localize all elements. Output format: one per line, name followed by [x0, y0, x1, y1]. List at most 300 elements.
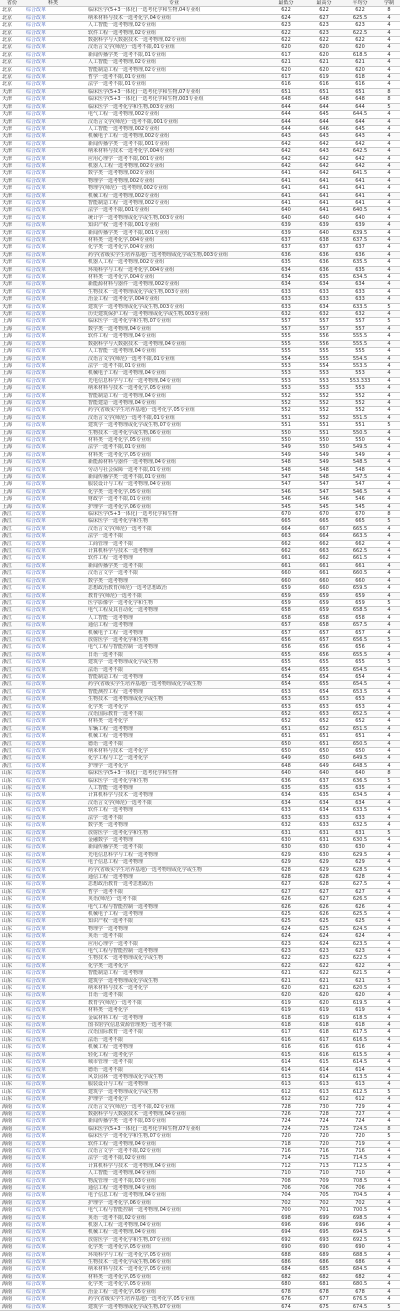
avg-score-cell: 633 — [342, 814, 378, 821]
avg-score-cell: 658.5 — [342, 607, 378, 614]
major-cell: 生物技术一选考物理或化学或生物 — [82, 955, 266, 962]
avg-score-cell: 635 — [342, 266, 378, 273]
subject-type-cell: 综合改革 — [24, 281, 82, 288]
subject-type-cell: 综合改革 — [24, 81, 82, 88]
subject-type-cell: 综合改革 — [24, 237, 82, 244]
table-row — [0, 629, 400, 636]
max-score-cell: 617 — [306, 1036, 342, 1043]
duration-cell: 4 — [378, 444, 400, 451]
province-cell: 天津 — [0, 133, 24, 140]
major-cell: 机器人工程一选考物理,002专业组 — [82, 162, 266, 169]
province-cell: 浙江 — [0, 577, 24, 584]
province-cell: 上海 — [0, 503, 24, 510]
min-score-cell: 702 — [266, 1199, 306, 1206]
max-score-cell: 630 — [306, 844, 342, 851]
subject-type-cell: 综合改革 — [24, 814, 82, 821]
province-cell: 海南 — [0, 1281, 24, 1288]
subject-type-cell: 综合改革 — [24, 599, 82, 606]
subject-type-cell: 综合改革 — [24, 318, 82, 325]
max-score-cell: 639 — [306, 222, 342, 229]
min-score-cell: 644 — [266, 103, 306, 110]
avg-score-cell: 648 — [342, 96, 378, 103]
avg-score-cell: 619.5 — [342, 999, 378, 1006]
province-cell: 天津 — [0, 207, 24, 214]
duration-cell: 4 — [378, 999, 400, 1006]
subject-type-cell: 综合改革 — [24, 799, 82, 806]
duration-cell: 4 — [378, 925, 400, 932]
province-cell: 山东 — [0, 1029, 24, 1036]
min-score-cell: 658 — [266, 607, 306, 614]
table-row — [0, 266, 400, 273]
avg-score-cell: 676.5 — [342, 1296, 378, 1303]
max-score-cell: 644 — [306, 103, 342, 110]
province-cell: 浙江 — [0, 755, 24, 762]
table-row — [0, 1192, 400, 1199]
subject-type-cell: 综合改革 — [24, 133, 82, 140]
avg-score-cell: 616 — [342, 1044, 378, 1051]
major-cell: 软件工程一选考物理,02专业组 — [82, 29, 266, 36]
major-cell: 放射医学一选考化学和生物,07专业组 — [82, 1236, 266, 1243]
table-row — [0, 399, 400, 406]
table-row — [0, 696, 400, 703]
province-cell: 上海 — [0, 474, 24, 481]
duration-cell: 4 — [378, 1118, 400, 1125]
min-score-cell: 633 — [266, 303, 306, 310]
subject-type-cell: 综合改革 — [24, 673, 82, 680]
duration-cell: 4 — [378, 933, 400, 940]
max-score-cell: 681 — [306, 1281, 342, 1288]
major-cell: 药学(省级实学生培养基地)一选考化学,05专业组 — [82, 407, 266, 414]
max-score-cell: 709 — [306, 1177, 342, 1184]
max-score-cell: 658 — [306, 614, 342, 621]
avg-score-cell: 637 — [342, 244, 378, 251]
duration-cell: 4 — [378, 170, 400, 177]
duration-cell: 4 — [378, 266, 400, 273]
province-cell: 山东 — [0, 836, 24, 843]
table-row — [0, 288, 400, 295]
major-cell: 纳米材料与技术一选考化学,05专业组 — [82, 385, 266, 392]
duration-cell: 4 — [378, 1147, 400, 1154]
major-cell: 纳米材料与技术一选考化学,04专业组 — [82, 14, 266, 21]
subject-type-cell: 综合改革 — [24, 577, 82, 584]
avg-score-cell: 654 — [342, 673, 378, 680]
max-score-cell: 623 — [306, 29, 342, 36]
min-score-cell: 706 — [266, 1185, 306, 1192]
min-score-cell: 686 — [266, 1259, 306, 1266]
subject-type-cell: 综合改革 — [24, 570, 82, 577]
min-score-cell: 619 — [266, 1007, 306, 1014]
table-row — [0, 96, 400, 103]
avg-score-cell: 653 — [342, 703, 378, 710]
min-score-cell: 718 — [266, 1140, 306, 1147]
max-score-cell: 618 — [306, 1022, 342, 1029]
major-cell: 建筑学一选考物理或化学或生物,003专业组 — [82, 303, 266, 310]
avg-score-cell: 659 — [342, 599, 378, 606]
max-score-cell: 661 — [306, 562, 342, 569]
subject-type-cell: 综合改革 — [24, 333, 82, 340]
province-cell: 上海 — [0, 399, 24, 406]
subject-type-cell: 综合改革 — [24, 392, 82, 399]
max-score-cell: 651 — [306, 733, 342, 740]
avg-score-cell: 624 — [342, 933, 378, 940]
major-cell: 机械工程一选考物理,04专业组 — [82, 1229, 266, 1236]
table-row — [0, 866, 400, 873]
duration-cell: 4 — [378, 799, 400, 806]
avg-score-cell: 642 — [342, 155, 378, 162]
avg-score-cell: 623 — [342, 22, 378, 29]
province-cell: 天津 — [0, 148, 24, 155]
max-score-cell: 636 — [306, 251, 342, 258]
subject-type-cell: 综合改革 — [24, 1281, 82, 1288]
subject-type-cell: 综合改革 — [24, 274, 82, 281]
table-row — [0, 1014, 400, 1021]
duration-cell: 4 — [378, 1214, 400, 1221]
duration-cell: 4 — [378, 44, 400, 51]
avg-score-cell: 648.5 — [342, 762, 378, 769]
major-cell: 临床医学一选考化学和生物,07专业组 — [82, 318, 266, 325]
max-score-cell: 720 — [306, 1133, 342, 1140]
duration-cell: 8 — [378, 511, 400, 518]
table-row — [0, 962, 400, 969]
subject-type-cell: 综合改革 — [24, 266, 82, 273]
min-score-cell: 680 — [266, 1281, 306, 1288]
major-cell: 新闻传播学类一选考不限,03专业组 — [82, 1118, 266, 1125]
duration-cell: 4 — [378, 940, 400, 947]
header-province: 省份 — [0, 0, 24, 7]
min-score-cell: 644 — [266, 118, 306, 125]
max-score-cell: 662 — [306, 555, 342, 562]
duration-cell: 4 — [378, 1170, 400, 1177]
min-score-cell: 639 — [266, 222, 306, 229]
min-score-cell: 627 — [266, 888, 306, 895]
table-row — [0, 925, 400, 932]
table-row — [0, 888, 400, 895]
max-score-cell: 626 — [306, 903, 342, 910]
table-row — [0, 918, 400, 925]
major-cell: 环境科学与工程一选考化学,05专业组 — [82, 1251, 266, 1258]
province-cell: 山东 — [0, 925, 24, 932]
table-row — [0, 1214, 400, 1221]
major-cell: 应用心理学一选考不限,001专业组 — [82, 155, 266, 162]
max-score-cell: 622 — [306, 962, 342, 969]
province-cell: 山东 — [0, 962, 24, 969]
avg-score-cell: 652.5 — [342, 711, 378, 718]
duration-cell: 5 — [378, 636, 400, 643]
avg-score-cell: 665.5 — [342, 525, 378, 532]
province-cell: 海南 — [0, 1259, 24, 1266]
province-cell: 上海 — [0, 414, 24, 421]
duration-cell: 4 — [378, 370, 400, 377]
subject-type-cell: 综合改革 — [24, 51, 82, 58]
province-cell: 上海 — [0, 407, 24, 414]
subject-type-cell: 综合改革 — [24, 903, 82, 910]
avg-score-cell: 688.5 — [342, 1251, 378, 1258]
min-score-cell: 655 — [266, 651, 306, 658]
subject-type-cell: 综合改革 — [24, 177, 82, 184]
avg-score-cell: 618.5 — [342, 1014, 378, 1021]
duration-cell: 4 — [378, 362, 400, 369]
major-cell: 化学类一选考化学,05专业组 — [82, 1281, 266, 1288]
duration-cell: 8 — [378, 88, 400, 95]
avg-score-cell: 557 — [342, 325, 378, 332]
duration-cell: 4 — [378, 237, 400, 244]
table-row — [0, 1155, 400, 1162]
avg-score-cell: 546 — [342, 496, 378, 503]
table-row — [0, 1185, 400, 1192]
major-cell: 新闻传播学类一选考不限,01专业组 — [82, 474, 266, 481]
max-score-cell: 627 — [306, 14, 342, 21]
min-score-cell: 644 — [266, 111, 306, 118]
province-cell: 山东 — [0, 881, 24, 888]
avg-score-cell: 700.5 — [342, 1207, 378, 1214]
avg-score-cell: 634.5 — [342, 274, 378, 281]
subject-type-cell: 综合改革 — [24, 1192, 82, 1199]
major-cell: 放射医学一选考化学和生物 — [82, 636, 266, 643]
avg-score-cell: 712.5 — [342, 1162, 378, 1169]
table-row — [0, 725, 400, 732]
subject-type-cell: 综合改革 — [24, 1125, 82, 1132]
province-cell: 天津 — [0, 288, 24, 295]
max-score-cell: 553 — [306, 385, 342, 392]
avg-score-cell: 649.5 — [342, 755, 378, 762]
avg-score-cell: 620 — [342, 992, 378, 999]
table-row — [0, 340, 400, 347]
subject-type-cell: 综合改革 — [24, 29, 82, 36]
avg-score-cell: 628 — [342, 873, 378, 880]
min-score-cell: 624 — [266, 933, 306, 940]
table-row — [0, 229, 400, 236]
min-score-cell: 619 — [266, 999, 306, 1006]
major-cell: 生物技术一选考化学或生物,06专业组 — [82, 1259, 266, 1266]
duration-cell: 4 — [378, 466, 400, 473]
major-cell: 汉语言文学(师范)一选考不限 — [82, 799, 266, 806]
province-cell: 山东 — [0, 777, 24, 784]
duration-cell: 4 — [378, 748, 400, 755]
province-cell: 山东 — [0, 910, 24, 917]
avg-score-cell: 622 — [342, 37, 378, 44]
province-cell: 海南 — [0, 1273, 24, 1280]
major-cell: 纳米材料与技术一选考化学 — [82, 748, 266, 755]
province-cell: 北京 — [0, 74, 24, 81]
subject-type-cell: 综合改革 — [24, 1140, 82, 1147]
province-cell: 天津 — [0, 214, 24, 221]
duration-cell: 4 — [378, 259, 400, 266]
max-score-cell: 657 — [306, 636, 342, 643]
major-cell: 机器人工程一选考物理,04专业组 — [82, 1222, 266, 1229]
province-cell: 山东 — [0, 933, 24, 940]
duration-cell: 4 — [378, 355, 400, 362]
duration-cell: 4 — [378, 155, 400, 162]
table-row — [0, 1103, 400, 1110]
table-row — [0, 296, 400, 303]
duration-cell: 4 — [378, 488, 400, 495]
min-score-cell: 678 — [266, 1288, 306, 1295]
table-row — [0, 1007, 400, 1014]
max-score-cell: 649 — [306, 762, 342, 769]
province-cell: 山东 — [0, 851, 24, 858]
duration-cell: 4 — [378, 1296, 400, 1303]
subject-type-cell: 综合改革 — [24, 199, 82, 206]
avg-score-cell: 552 — [342, 392, 378, 399]
avg-score-cell: 706 — [342, 1185, 378, 1192]
table-row — [0, 992, 400, 999]
table-row — [0, 948, 400, 955]
table-row — [0, 1051, 400, 1058]
province-cell: 北京 — [0, 29, 24, 36]
table-row — [0, 1207, 400, 1214]
subject-type-cell: 综合改革 — [24, 362, 82, 369]
duration-cell: 4 — [378, 673, 400, 680]
major-cell: 应用心理学一选考不限 — [82, 940, 266, 947]
province-cell: 浙江 — [0, 614, 24, 621]
duration-cell: 4 — [378, 970, 400, 977]
province-cell: 浙江 — [0, 673, 24, 680]
min-score-cell: 648 — [266, 762, 306, 769]
major-cell: 数据科学与大数据技术一选考物理,04专业组 — [82, 340, 266, 347]
major-cell: 法学一选考不限,01专业组 — [82, 81, 266, 88]
subject-type-cell: 综合改革 — [24, 140, 82, 147]
subject-type-cell: 综合改革 — [24, 688, 82, 695]
duration-cell: 4 — [378, 1051, 400, 1058]
province-cell: 山东 — [0, 873, 24, 880]
major-cell: 汉语言文学(师范)一选考不限,02专业组 — [82, 1103, 266, 1110]
max-score-cell: 557 — [306, 318, 342, 325]
table-row — [0, 977, 400, 984]
subject-type-cell: 综合改革 — [24, 74, 82, 81]
avg-score-cell: 625.5 — [342, 14, 378, 21]
max-score-cell: 640 — [306, 770, 342, 777]
major-cell: 轻化工程一选考化学 — [82, 1051, 266, 1058]
min-score-cell: 644 — [266, 125, 306, 132]
duration-cell: 4 — [378, 207, 400, 214]
table-row — [0, 325, 400, 332]
province-cell: 天津 — [0, 111, 24, 118]
min-score-cell: 621 — [266, 970, 306, 977]
duration-cell: 4 — [378, 533, 400, 540]
subject-type-cell: 综合改革 — [24, 303, 82, 310]
min-score-cell: 656 — [266, 644, 306, 651]
avg-score-cell: 553 — [342, 385, 378, 392]
province-cell: 海南 — [0, 1170, 24, 1177]
major-cell: 材料类一选考化学,05专业组 — [82, 436, 266, 443]
subject-type-cell: 综合改革 — [24, 718, 82, 725]
max-score-cell: 631 — [306, 836, 342, 843]
major-cell: 护理学一选考化学,06专业组 — [82, 503, 266, 510]
province-cell: 上海 — [0, 348, 24, 355]
max-score-cell: 632 — [306, 311, 342, 318]
duration-cell: 4 — [378, 570, 400, 577]
subject-type-cell: 综合改革 — [24, 977, 82, 984]
table-row — [0, 1244, 400, 1251]
major-cell: 汉语言文学(师范)一选考不限 — [82, 525, 266, 532]
max-score-cell: 642 — [306, 170, 342, 177]
min-score-cell: 642 — [266, 155, 306, 162]
subject-type-cell: 综合改革 — [24, 592, 82, 599]
min-score-cell: 555 — [266, 340, 306, 347]
min-score-cell: 661 — [266, 555, 306, 562]
avg-score-cell: 623 — [342, 948, 378, 955]
table-row — [0, 81, 400, 88]
duration-cell: 4 — [378, 414, 400, 421]
table-row — [0, 251, 400, 258]
table-row — [0, 459, 400, 466]
subject-type-cell: 综合改革 — [24, 666, 82, 673]
province-cell: 海南 — [0, 1244, 24, 1251]
table-row — [0, 1118, 400, 1125]
duration-cell: 4 — [378, 503, 400, 510]
min-score-cell: 642 — [266, 148, 306, 155]
max-score-cell: 702 — [306, 1199, 342, 1206]
major-cell: 汉语国际教育一选考不限 — [82, 711, 266, 718]
major-cell: 法学一选考不限,01专业组 — [82, 444, 266, 451]
max-score-cell: 650 — [306, 755, 342, 762]
min-score-cell: 624 — [266, 925, 306, 932]
subject-type-cell: 综合改革 — [24, 651, 82, 658]
province-cell: 山东 — [0, 1088, 24, 1095]
duration-cell: 4 — [378, 74, 400, 81]
avg-score-cell: 653.5 — [342, 688, 378, 695]
major-cell: 日语一选考不限 — [82, 992, 266, 999]
min-score-cell: 653 — [266, 688, 306, 695]
max-score-cell: 653 — [306, 711, 342, 718]
subject-type-cell: 综合改革 — [24, 1007, 82, 1014]
max-score-cell: 665 — [306, 518, 342, 525]
max-score-cell: 552 — [306, 392, 342, 399]
table-row — [0, 896, 400, 903]
province-cell: 浙江 — [0, 599, 24, 606]
min-score-cell: 623 — [266, 940, 306, 947]
major-cell: 临床医学一选考化学和生物 — [82, 777, 266, 784]
province-cell: 山东 — [0, 814, 24, 821]
duration-cell: 4 — [378, 918, 400, 925]
min-score-cell: 726 — [266, 1110, 306, 1117]
avg-score-cell: 553 — [342, 370, 378, 377]
major-cell: 知识产权一选考不限,001专业组 — [82, 222, 266, 229]
max-score-cell: 551 — [306, 422, 342, 429]
duration-cell: 4 — [378, 607, 400, 614]
subject-type-cell: 综合改革 — [24, 1273, 82, 1280]
duration-cell: 4 — [378, 399, 400, 406]
avg-score-cell: 642.5 — [342, 148, 378, 155]
major-cell: 法学一选考不限,01专业组 — [82, 362, 266, 369]
subject-type-cell: 综合改革 — [24, 7, 82, 14]
table-row — [0, 177, 400, 184]
max-score-cell: 634 — [306, 303, 342, 310]
min-score-cell: 660 — [266, 577, 306, 584]
duration-cell: 4 — [378, 185, 400, 192]
subject-type-cell: 综合改革 — [24, 1118, 82, 1125]
subject-type-cell: 综合改革 — [24, 1022, 82, 1029]
max-score-cell: 621 — [306, 985, 342, 992]
province-cell: 浙江 — [0, 659, 24, 666]
max-score-cell: 620 — [306, 44, 342, 51]
table-row — [0, 333, 400, 340]
province-cell: 天津 — [0, 96, 24, 103]
major-cell: 新能源材料与器件一选考物理,04专业组 — [82, 459, 266, 466]
major-cell: 新闻传播学类一选考不限 — [82, 844, 266, 851]
duration-cell: 4 — [378, 162, 400, 169]
province-cell: 北京 — [0, 59, 24, 66]
subject-type-cell: 综合改革 — [24, 407, 82, 414]
avg-score-cell: 645 — [342, 125, 378, 132]
province-cell: 山东 — [0, 1066, 24, 1073]
avg-score-cell: 629 — [342, 859, 378, 866]
province-cell: 浙江 — [0, 533, 24, 540]
min-score-cell: 708 — [266, 1177, 306, 1184]
max-score-cell: 634 — [306, 807, 342, 814]
max-score-cell: 622 — [306, 7, 342, 14]
major-cell: 汉语言文学(师范)一选考不限,001专业组 — [82, 118, 266, 125]
